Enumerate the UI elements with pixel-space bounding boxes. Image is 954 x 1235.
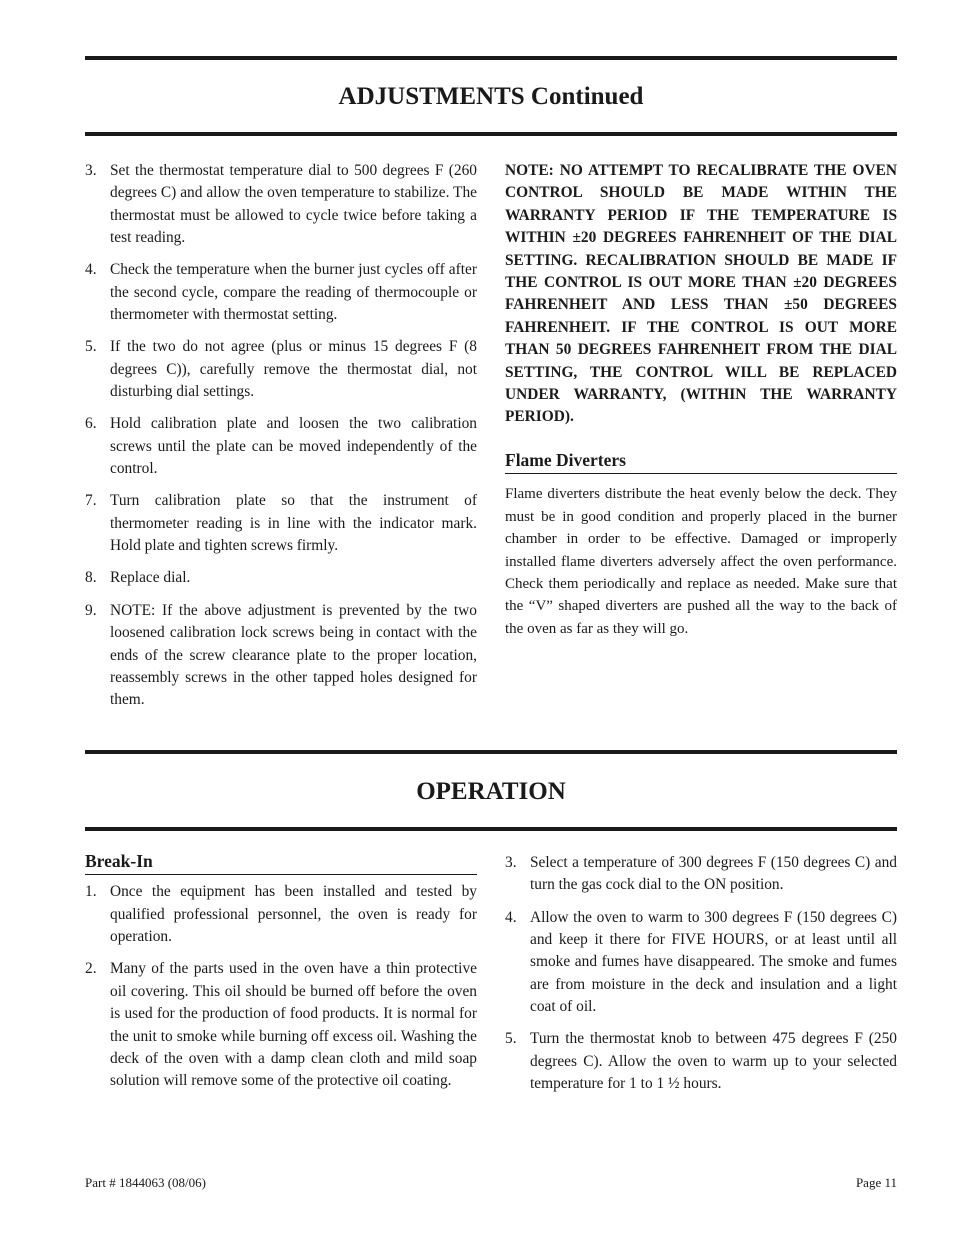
adjustments-note-column [505, 160, 897, 640]
list-item: 6. Hold calibration plate and loosen the two calibration screws until the plate can be moved independently of the control. [85, 415, 477, 478]
list-item: 1. Once the equipment has been installed and tested by qualified professional personnel, the oven is ready for operation. [85, 883, 477, 946]
page-number: Page 11 [855, 1175, 897, 1190]
list-item: 3. Select a temperature of 300 degrees F (150 degrees C) and turn the gas cock dial to the ON position. [505, 854, 897, 894]
list-item: 3. Set the thermostat temperature dial to 500 degrees F (260 degrees C) and allow the oven temperature to stabilize. The thermostat must be allowed to cycle twice before taking a test reading. [85, 162, 477, 247]
list-item: 2. Many of the parts used in the oven have a thin protective oil covering. This oil should be burned off before the oven is used for the production of food products. It is normal for the unit to smoke while burning off excess oil. Washing the deck of the oven with a damp clean cloth and mild soap solution will remove some of the protective oil coating. [85, 960, 477, 1090]
list-item: 7. Turn calibration plate so that the instrument of thermometer reading is in line with the indicator mark. Hold plate and tighten screws firmly. [85, 492, 477, 555]
header-rule-top [85, 56, 897, 60]
list-item: 9. NOTE: If the above adjustment is prevented by the two loosened calibration lock screws being in contact with the ends of the screw clearance plate to the proper location, reassembly screws in the other tapped holes designed for them. [85, 601, 477, 709]
operation-left-column [85, 850, 477, 1103]
list-item: 4. Check the temperature when the burner just cycles off after the second cycle, compare the reading of thermocouple or thermometer with thermostat setting. [85, 261, 477, 324]
adjustments-title: ADJUSTMENTS Continued [338, 83, 644, 110]
part-number: Part # 1844063 (08/06) [85, 1175, 206, 1190]
list-item: 4. Allow the oven to warm to 300 degrees F (150 degrees C) and keep it there for FIVE HOURS, or at least until all smoke and fumes have disappeared. The smoke and fumes are from moisture in the deck and insulation and a light coat of oil. [505, 908, 897, 1016]
operation-rule-top [85, 750, 897, 754]
list-item: 5. If the two do not agree (plus or minus 15 degrees F (8 degrees C)), carefully remove the thermostat dial, not disturbing dial settings. [85, 338, 477, 401]
header-rule-bottom [85, 132, 897, 136]
operation-title: OPERATION [416, 778, 566, 805]
list-item: 8. Replace dial. [85, 569, 191, 587]
warranty-note: NOTE: NO ATTEMPT TO RECALIBRATE THE OVEN CONTROL SHOULD BE MADE WITHIN THE WARRANTY PERIOD IF THE TEMPERATURE IS WITHIN ±20 DEGREES FAHRENHEIT OF THE DIAL SETTING. RECALIBRATION SHOULD BE MADE IF THE CONTROL IS OUT MORE THAN ±20 DEGREES FAHRENHEIT AND LESS THAN ±50 DEGREES FAHRENHEIT. IF THE CONTROL IS OUT MORE THAN 50 DEGREES FAHRENHEIT FROM THE DIAL SETTING, THE CONTROL WILL BE REPLACED UNDER WARRANTY, (WITHIN THE WARRANTY PERIOD). [505, 162, 897, 426]
adjustments-steps-column [85, 160, 477, 722]
operation-rule-bottom [85, 827, 897, 831]
list-item: 5. Turn the thermostat knob to between 475 degrees F (250 degrees C). Allow the oven to warm up to your selected temperature for 1 to 1 ½ hours. [505, 1030, 897, 1093]
flame-diverters-heading: Flame Diverters [505, 449, 897, 474]
break-in-heading: Break-In [85, 850, 477, 875]
adjustments-steps-list [85, 160, 477, 712]
break-in-steps-list-continued [505, 852, 897, 1096]
operation-right-column [505, 852, 897, 1105]
break-in-steps-list [85, 881, 477, 1092]
flame-diverters-text: Flame diverters distribute the heat evenly below the deck. They must be in good condition and properly placed in the burner chamber in order to be effective. Damaged or improperly installed flame diverters adversely affect the oven performance. Check them periodically and replace as needed. Make sure that the “V” shaped diverters are pushed all the way to the back of the oven as far as they will go. [505, 486, 897, 637]
